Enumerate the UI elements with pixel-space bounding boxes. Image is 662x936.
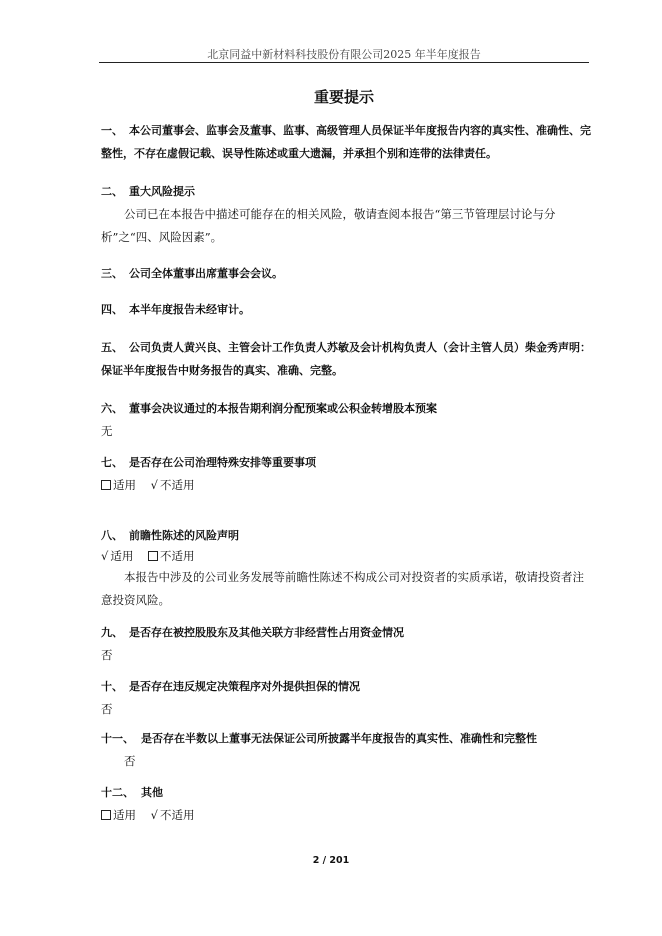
section-2-body: 公司已在本报告中描述可能存在的相关风险，敬请查阅本报告“第三节管理层讨论与分析”之“四、风险因素”。 [101, 207, 556, 244]
checkmark-icon: √ [101, 549, 109, 563]
page-number: 2 / 201 [312, 855, 350, 866]
section-10-number: 十、 [101, 680, 123, 693]
checkbox-unchecked-icon [148, 551, 158, 561]
section-12-number: 十二、 [101, 786, 134, 799]
section-12-text: 其他 [141, 786, 163, 799]
checkbox-unchecked-icon [101, 480, 111, 490]
section-4 [101, 298, 591, 321]
section-9 [101, 621, 591, 667]
section-10 [101, 675, 591, 721]
section-5-text: 公司负责人黄兴良、主管会计工作负责人苏敏及会计机构负责人（会计主管人员）柴金秀声明：保证半年度报告中财务报告的真实、准确、完整。 [101, 341, 591, 377]
section-9-text: 是否存在被控股股东及其他关联方非经营性占用资金情况 [129, 626, 404, 639]
section-11-number: 十一、 [101, 732, 134, 745]
page-title: 重要提示 [313, 88, 374, 106]
section-2 [101, 180, 591, 249]
section-9-number: 九、 [101, 626, 123, 639]
section-1-number: 一、 [101, 124, 123, 137]
section-8-options [101, 547, 591, 566]
section-4-text: 本半年度报告未经审计。 [129, 303, 250, 316]
section-7-text: 是否存在公司治理特殊安排等重要事项 [129, 456, 316, 469]
section-9-answer: 否 [101, 648, 113, 662]
section-7 [101, 451, 591, 497]
applicable-option: 适用 [101, 474, 136, 497]
page-header: 北京同益中新材料科技股份有限公司2025 年半年度报告 [207, 48, 481, 61]
section-8-number: 八、 [101, 529, 123, 542]
header-divider [99, 62, 589, 63]
section-5 [101, 336, 591, 382]
section-6-number: 六、 [101, 402, 123, 415]
applicable-option: √ 适用 [101, 547, 133, 566]
section-11 [101, 727, 591, 773]
checkmark-icon: √ [150, 478, 158, 492]
not-applicable-option: √ 不适用 [151, 804, 195, 827]
section-12-options [101, 804, 591, 827]
section-1-text: 本公司董事会、监事会及董事、监事、高级管理人员保证半年度报告内容的真实性、准确性、完整性，不存在虚假记载、误导性陈述或重大遗漏，并承担个别和连带的法律责任。 [101, 124, 591, 160]
section-8-text: 前瞻性陈述的风险声明 [129, 529, 239, 542]
section-2-title: 重大风险提示 [129, 185, 195, 198]
section-10-text: 是否存在违反规定决策程序对外提供担保的情况 [129, 680, 360, 693]
section-7-options [101, 474, 591, 497]
section-3 [101, 262, 591, 285]
not-applicable-option: √ 不适用 [151, 474, 195, 497]
section-10-answer: 否 [101, 702, 113, 716]
section-3-number: 三、 [101, 267, 123, 280]
section-7-number: 七、 [101, 456, 123, 469]
section-5-number: 五、 [101, 341, 123, 354]
section-6 [101, 397, 591, 443]
applicable-option: 适用 [101, 804, 136, 827]
section-3-text: 公司全体董事出席董事会会议。 [129, 267, 283, 280]
section-4-number: 四、 [101, 303, 123, 316]
checkmark-icon: √ [150, 808, 158, 822]
section-12 [101, 781, 591, 827]
section-2-number: 二、 [101, 185, 123, 198]
not-applicable-option: 不适用 [148, 547, 195, 566]
section-11-answer: 否 [124, 754, 136, 768]
section-1 [101, 119, 591, 165]
checkbox-unchecked-icon [101, 810, 111, 820]
section-8 [101, 524, 591, 612]
section-6-answer: 无 [101, 424, 113, 438]
section-8-body: 本报告中涉及的公司业务发展等前瞻性陈述不构成公司对投资者的实质承诺，敬请投资者注意投资风险。 [101, 570, 584, 607]
section-6-text: 董事会决议通过的本报告期利润分配预案或公积金转增股本预案 [129, 402, 437, 415]
section-11-text: 是否存在半数以上董事无法保证公司所披露半年度报告的真实性、准确性和完整性 [141, 732, 537, 745]
